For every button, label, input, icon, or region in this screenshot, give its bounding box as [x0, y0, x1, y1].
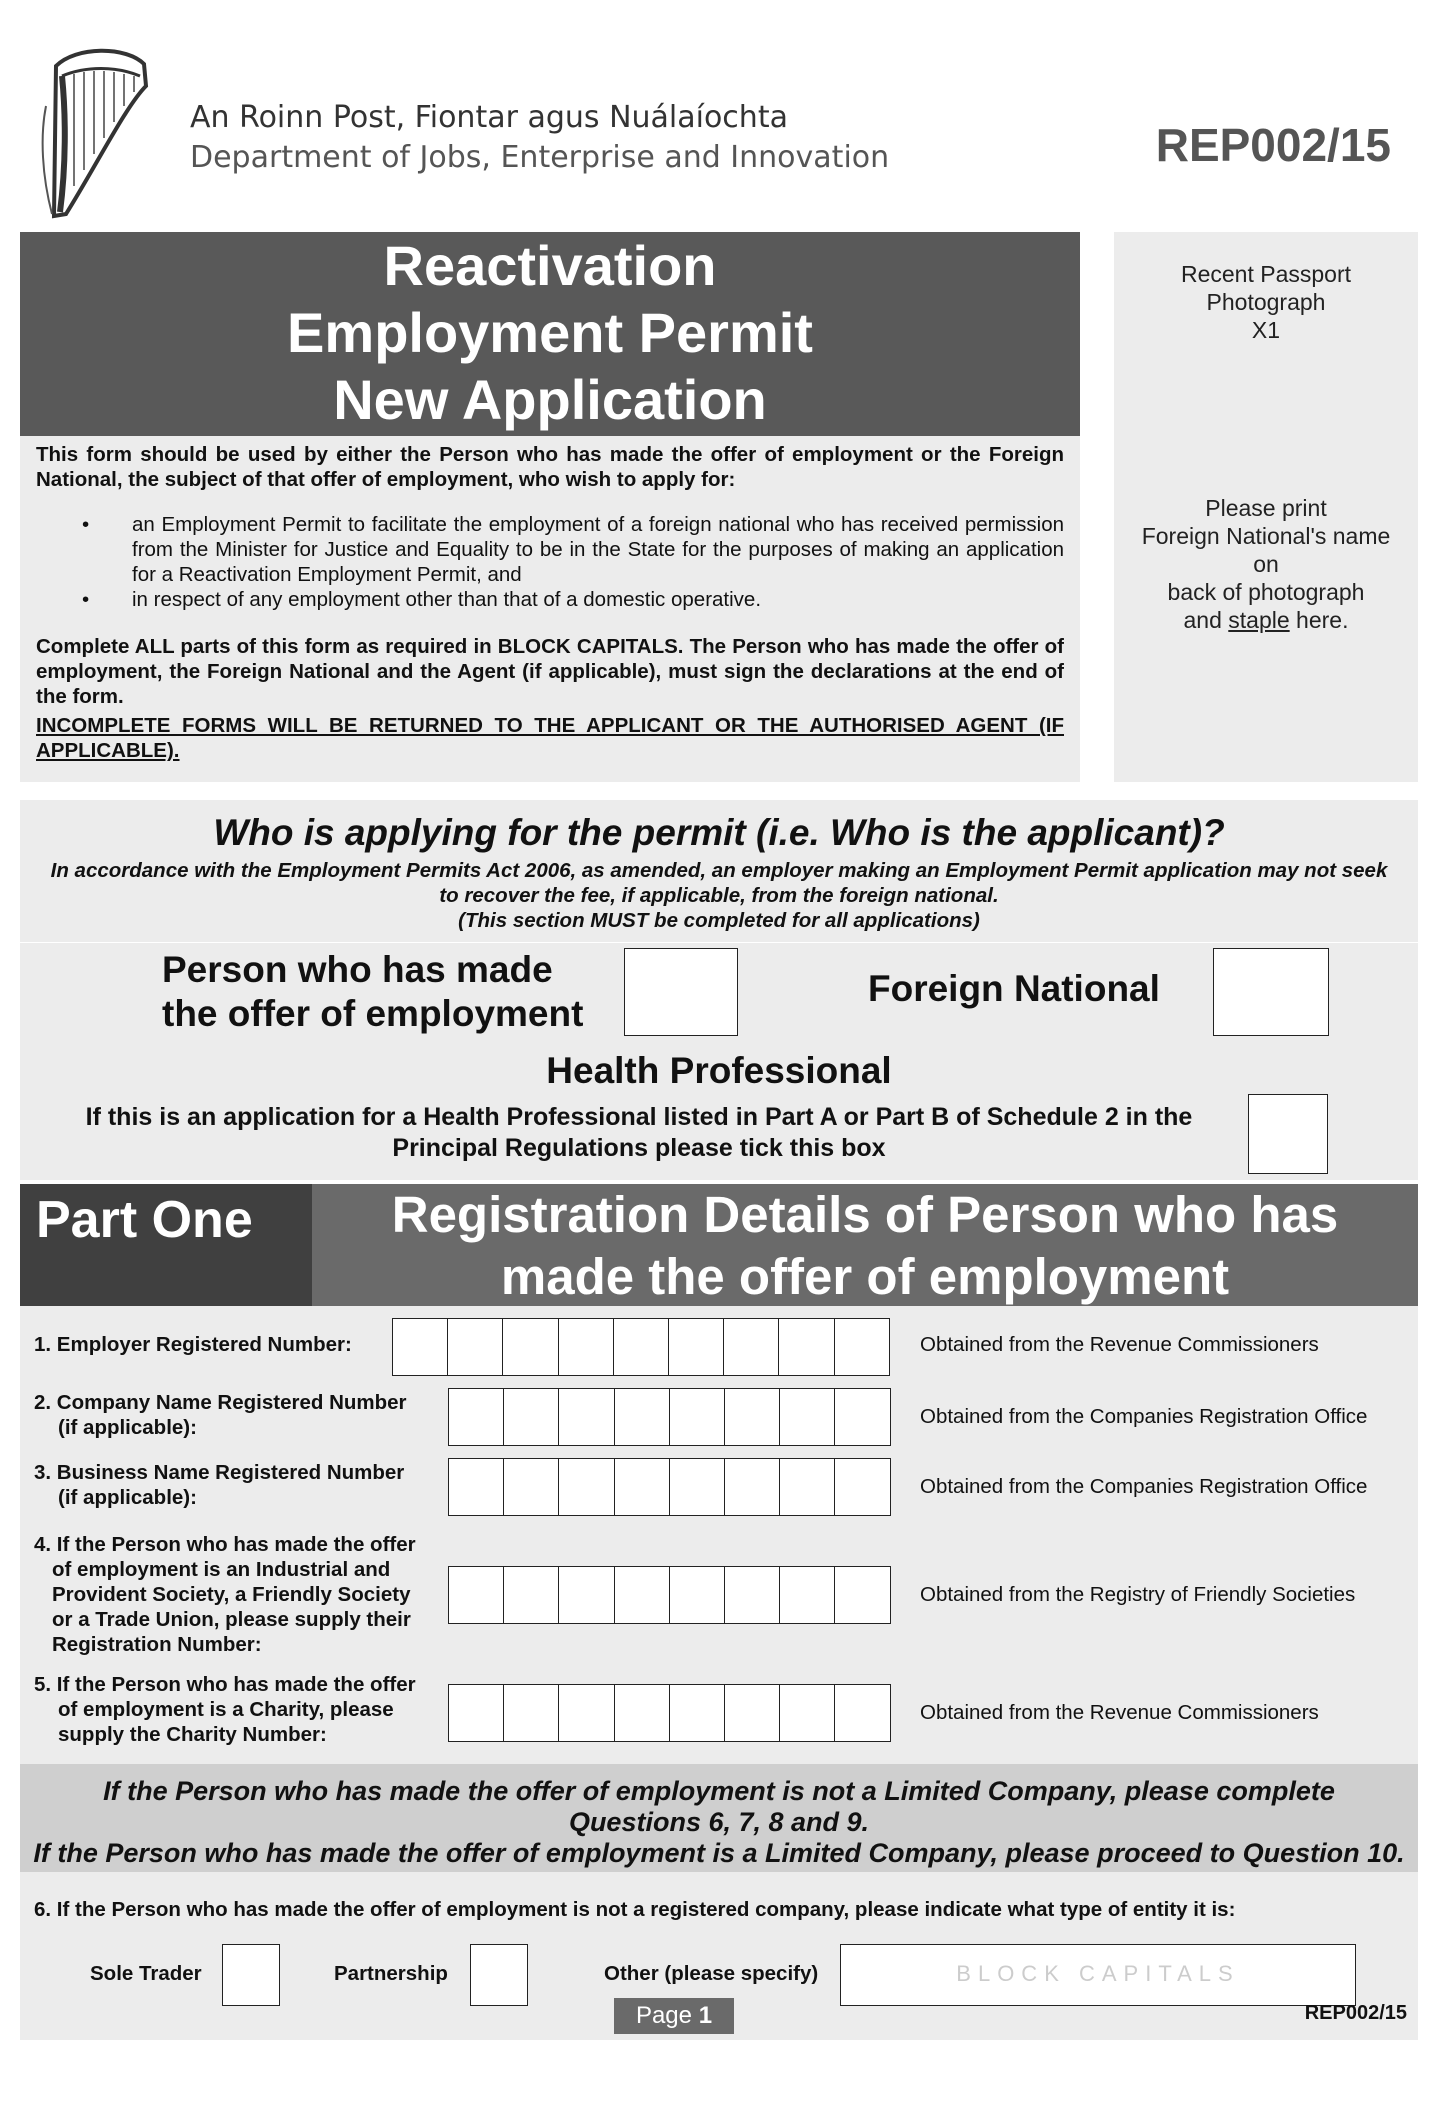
limited-company-notice: If the Person who has made the offer of employment is not a Limited Company, please complete Questions 6, 7, 8 and 9. If the Person who has made the offer of employment is a Limited Company, please proceed to Question 10.	[20, 1764, 1418, 1872]
title-line-2: Employment Permit	[287, 301, 813, 364]
field-label: 4. If the Person who has made the offer of employment is an Industrial and Provident Society, a Friendly Society or a Trade Union, please supply their Registration Number:	[34, 1533, 416, 1656]
company-number-input[interactable]	[448, 1388, 890, 1446]
charity-number-input[interactable]	[448, 1684, 890, 1742]
list-item: • in respect of any employment other than that of a domestic operative.	[82, 588, 762, 611]
field-label: 3. Business Name Registered Number (if applicable):	[34, 1461, 405, 1509]
field-source: Obtained from the Companies Registration Office	[920, 1405, 1368, 1428]
photo-instruction: back of photograph	[1167, 579, 1365, 605]
title-line-1: Reactivation	[383, 234, 717, 297]
business-number-input[interactable]	[448, 1458, 890, 1516]
partnership-label: Partnership	[334, 1962, 448, 1985]
department-name-english: Department of Jobs, Enterprise and Innovation	[190, 140, 890, 175]
applicant-section	[20, 800, 1418, 1180]
form-title	[20, 232, 1080, 436]
person-offer-checkbox[interactable]	[624, 948, 738, 1036]
society-number-input[interactable]	[448, 1566, 890, 1624]
sole-trader-checkbox[interactable]	[222, 1944, 280, 2006]
department-name-irish: An Roinn Post, Fiontar agus Nuálaíochta	[190, 100, 788, 135]
title-line-3: New Application	[333, 368, 767, 431]
partnership-checkbox[interactable]	[470, 1944, 528, 2006]
photo-label: Photograph	[1206, 289, 1326, 315]
employer-number-input[interactable]	[392, 1318, 889, 1376]
list-item: • an Employment Permit to facilitate the employment of a foreign national who has received permission from the Minister for Justice and Equality to be in the State for the purposes of making an application for a Reactivation Employment Permit, and	[82, 513, 1064, 586]
other-specify-input[interactable]: BLOCK CAPITALS	[840, 1944, 1356, 2006]
photo-label: X1	[1251, 317, 1281, 343]
field-label: 5. If the Person who has made the offer of employment is a Charity, please supply the Charity Number:	[34, 1673, 416, 1746]
photo-instruction: on	[1253, 551, 1279, 577]
option-person-offer-label: Person who has made the offer of employment	[162, 949, 584, 1034]
field-label: 2. Company Name Registered Number (if applicable):	[34, 1391, 407, 1439]
form-code: REP002/15	[1155, 119, 1391, 171]
other-label: Other (please specify)	[604, 1962, 819, 1985]
sole-trader-label: Sole Trader	[90, 1962, 202, 1985]
footer-form-code: REP002/15	[1304, 2002, 1407, 2024]
photo-instruction: and staple here.	[1183, 607, 1349, 633]
health-professional-checkbox[interactable]	[1248, 1094, 1328, 1174]
health-professional-heading: Health Professional	[546, 1050, 892, 1091]
passport-photo-area[interactable]	[1114, 232, 1418, 782]
page-number: Page 1	[614, 1998, 734, 2034]
field-source: Obtained from the Registry of Friendly Societies	[920, 1583, 1356, 1606]
photo-instruction: Please print	[1205, 495, 1327, 521]
intro-instructions	[20, 436, 1080, 782]
health-professional-text: If this is an application for a Health Professional listed in Part A or Part B of Schedule 2 in the Principal Regulations please tick this box	[85, 1103, 1193, 1162]
intro-paragraph: This form should be used by either the Person who has made the offer of employment or the Foreign National, the subject of that offer of employment, who wish to apply for:	[36, 443, 1064, 491]
foreign-national-checkbox[interactable]	[1213, 948, 1329, 1036]
photo-instruction: Foreign National's name	[1141, 523, 1391, 549]
completion-instructions: Complete ALL parts of this form as required in BLOCK CAPITALS. The Person who has made the offer of employment, the Foreign National and the Agent (if applicable), must sign the declarations at the end of the form.	[36, 635, 1064, 708]
field-source: Obtained from the Revenue Commissioners	[920, 1701, 1319, 1724]
question-6-label: 6. If the Person who has made the offer of employment is not a registered company, please indicate what type of entity it is:	[34, 1898, 1236, 1921]
applicant-question: Who is applying for the permit (i.e. Who is the applicant)?	[213, 812, 1225, 853]
registration-fields	[20, 1306, 1418, 1764]
part-one-label: Part One	[20, 1184, 312, 1306]
photo-label: Recent Passport	[1180, 261, 1352, 287]
part-one-title: Registration Details of Person who has made the offer of employment	[312, 1184, 1418, 1306]
option-foreign-national-label: Foreign National	[868, 968, 1160, 1009]
incomplete-forms-warning: INCOMPLETE FORMS WILL BE RETURNED TO THE APPLICANT OR THE AUTHORISED AGENT (IF APPLICABLE).	[36, 714, 1064, 762]
field-source: Obtained from the Revenue Commissioners	[920, 1333, 1319, 1356]
harp-logo	[36, 46, 154, 224]
applicant-note: In accordance with the Employment Permits Act 2006, as amended, an employer making an Employment Permit application may not seek to recover the fee, if applicable, from the foreign national. (This section MUST be completed for all applications)	[50, 859, 1388, 932]
field-source: Obtained from the Companies Registration Office	[920, 1475, 1368, 1498]
field-label: 1. Employer Registered Number:	[34, 1333, 352, 1356]
intro-bullet-list	[36, 512, 1064, 612]
